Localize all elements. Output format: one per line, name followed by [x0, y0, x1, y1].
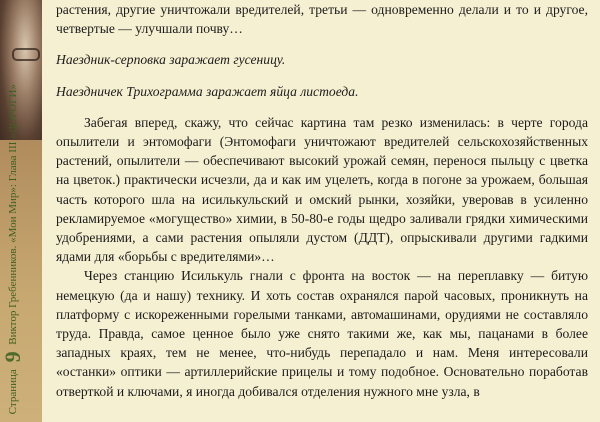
sidebar-caption	[0, 83, 25, 414]
page-number: 9	[0, 351, 25, 363]
caption-2: Наездничек Трихограмма заражает яйца листоеда.	[56, 83, 359, 99]
caption-1: Наездник-серповка заражает гусеницу.	[56, 52, 286, 68]
sidebar	[0, 0, 42, 422]
paragraph-1: растения, другие уничтожали вредителей, третьи — одновременно делали и то и другое, четвертые — улучшали почву…	[56, 2, 588, 37]
page-word: Страница	[7, 368, 19, 414]
paragraph-2: Забегая вперед, скажу, что сейчас картина там резко изменилась: в черте города опылители и энтомофаги (Энтомофаги уничтожают вредителей сельскохозяйственных растений, опылители — обеспечивают высокий урожай семян, перенося пыльцу с цветка на цветок.) практически исчезли, да и как им уцелеть, когда в погоне за урожаем, большая часть которого шла на исилькульский и омский рынки, хозяйки, уверовав в усиленно рекламируемое «могущество» химии, в 50-80-е годы щедро заливали грядки химическими удобрениями, а сами растения опыляли дустом (ДДТ), опрыскивали другими гадкими ядами для «борьбы с вредителями»…	[56, 114, 588, 265]
glasses-shape	[12, 48, 40, 61]
paragraph-3: Через станцию Исилькуль гнали с фронта на восток — на переплавку — битую немецкую (да и нашу) технику. И хоть состав охранялся парой часовых, проникнуть на платформу с искореженными горелыми танками, автомашинами, орудиями не составляло труда. Правда, самое ценное было уже снято такими же, как мы, пацанами в более западных краях, тем не менее, что-нибудь перепадало и нам. Меня интересовали «останки» оптики — артиллерийские прицелы и тому подобное. Основательно поработав отверткой и ключами, я иногда добивался отделения нужного мне узла, в	[56, 268, 588, 399]
page-content	[56, 0, 588, 401]
running-title: Виктор Гребенников. «Мои Мир»: Глава III «ДОРОГИ»	[7, 83, 19, 345]
